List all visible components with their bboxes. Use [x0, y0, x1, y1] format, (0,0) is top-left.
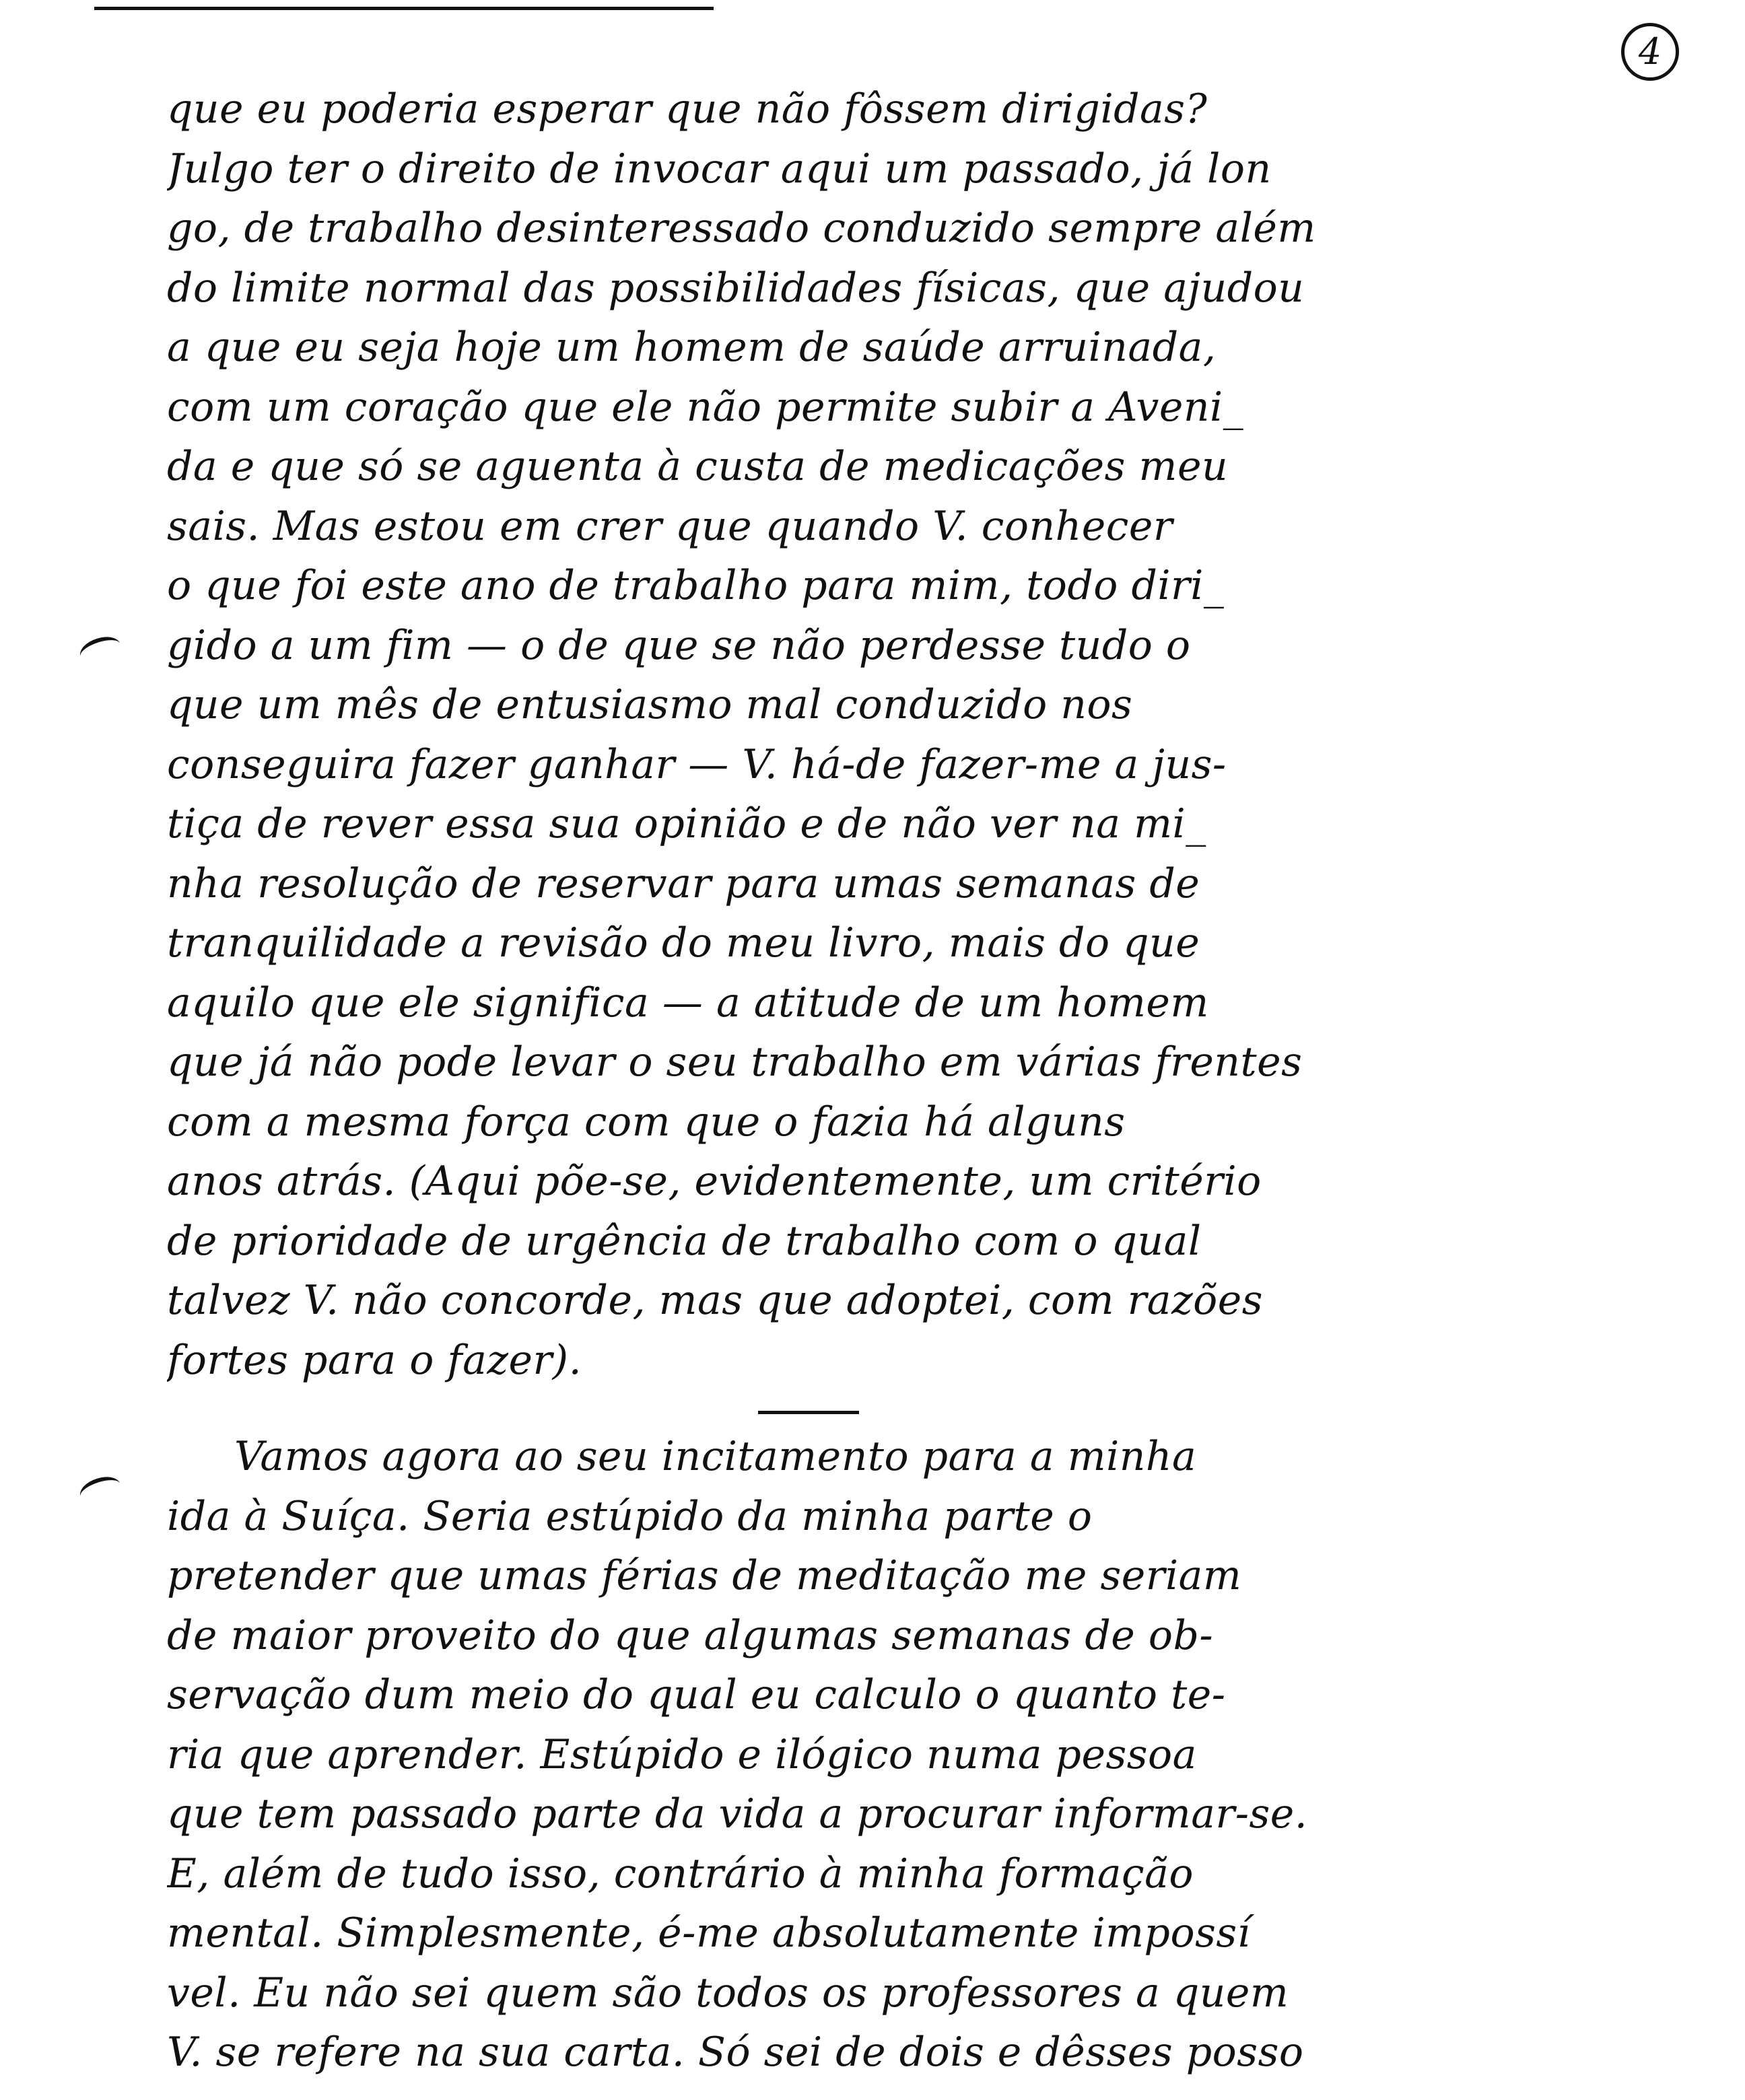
text-line: Vamos agora ao seu incitamento para a minha	[234, 1433, 1197, 1480]
paragraph-2	[167, 1427, 1688, 2082]
text-line: de prioridade de urgência de trabalho com o qual	[167, 1217, 1202, 1265]
text-line: mental. Simplesmente, é-me absolutamente impossí	[167, 1910, 1251, 1957]
section-separator	[758, 1411, 859, 1414]
text-line: da e que só se aguenta à custa de medicações meu	[167, 443, 1229, 490]
text-line: anos atrás. (Aqui põe-se, evidentemente, um critério	[167, 1158, 1262, 1205]
text-line: V. se refere na sua carta. Só sei de dois e dêsses posso	[167, 2029, 1304, 2076]
margin-mark	[77, 1472, 124, 1508]
text-line: que um mês de entusiasmo mal conduzido nos	[167, 681, 1133, 728]
text-line: de maior proveito do que algumas semanas de ob-	[167, 1611, 1214, 1659]
text-line: tiça de rever essa sua opinião e de não ver na mi_	[167, 800, 1206, 847]
text-line: gido a um fim — o de que se não perdesse tudo o	[167, 621, 1191, 669]
text-line: do limite normal das possibilidades físicas, que ajudou	[167, 264, 1305, 312]
text-line: pretender que umas férias de meditação me seriam	[167, 1552, 1242, 1599]
text-line: tranquilidade a revisão do meu livro, mais do que	[167, 919, 1200, 967]
top-rule	[94, 0, 714, 10]
text-line: Julgo ter o direito de invocar aqui um passado, já lon	[167, 145, 1272, 193]
margin-mark	[77, 632, 124, 668]
text-line: que eu poderia esperar que não fôssem dirigidas?	[167, 85, 1208, 133]
text-line: sais. Mas estou em crer que quando V. conhecer	[167, 502, 1173, 550]
text-line: que já não pode levar o seu trabalho em várias frentes	[167, 1039, 1303, 1086]
text-line: ida à Suíça. Seria estúpido da minha parte o	[167, 1492, 1093, 1540]
text-line: a que eu seja hoje um homem de saúde arruinada,	[167, 324, 1217, 371]
paragraph-1	[167, 79, 1688, 1390]
text-line: servação dum meio do qual eu calculo o quanto te-	[167, 1671, 1226, 1718]
text-line: ria que aprender. Estúpido e ilógico numa pessoa	[167, 1730, 1197, 1778]
text-line: vel. Eu não sei quem são todos os professores a quem	[167, 1969, 1289, 2017]
text-line: com um coração que ele não permite subir a Aveni_	[167, 383, 1244, 431]
text-line: o que foi este ano de trabalho para mim, todo diri_	[167, 562, 1225, 609]
text-line: que tem passado parte da vida a procurar informar-se.	[167, 1790, 1308, 1838]
page-number: 4	[1621, 23, 1679, 81]
text-line: talvez V. não concorde, mas que adoptei, com razões	[167, 1277, 1264, 1324]
text-line: aquilo que ele significa — a atitude de um homem	[167, 979, 1209, 1026]
text-line: E, além de tudo isso, contrário à minha formação	[167, 1850, 1194, 1897]
text-line: conseguira fazer ganhar — V. há-de fazer-me a jus-	[167, 740, 1227, 788]
text-line: nha resolução de reservar para umas semanas de	[167, 860, 1200, 907]
text-line: go, de trabalho desinteressado conduzido sempre além	[167, 205, 1316, 252]
text-line: fortes para o fazer).	[167, 1336, 582, 1384]
text-line: com a mesma força com que o fazia há alguns	[167, 1098, 1126, 1146]
